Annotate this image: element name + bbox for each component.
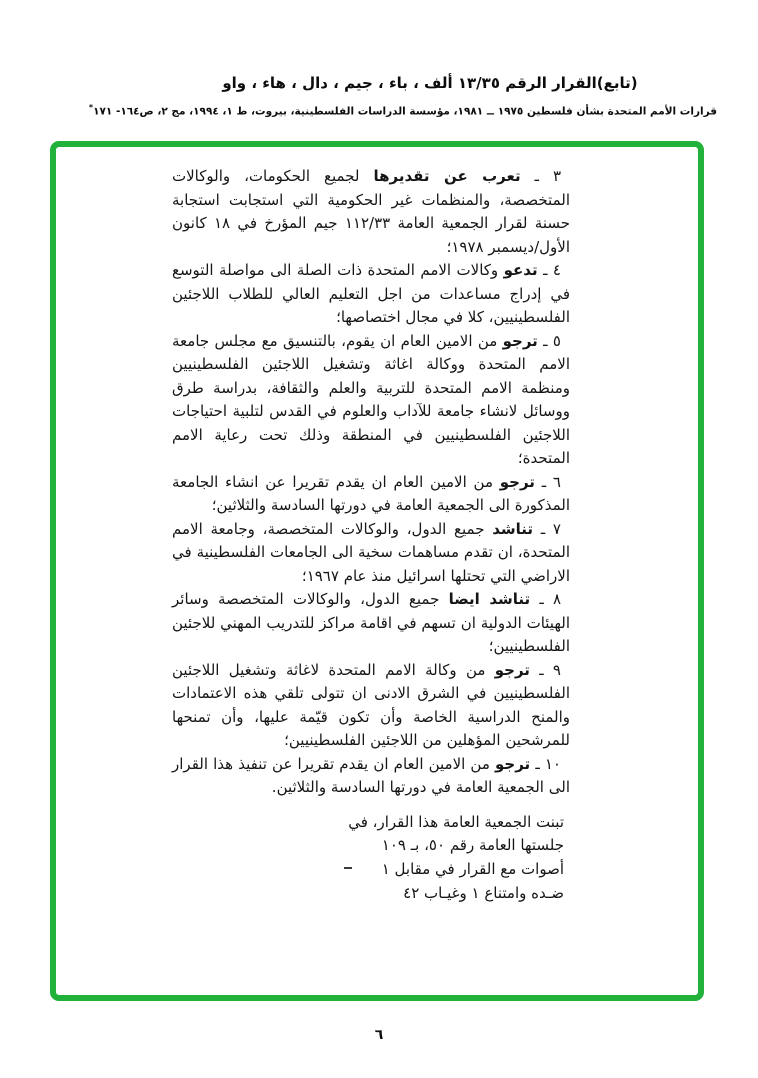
- resolution-title: (تابع)القرار الرقم ١٣/٣٥ ألف ، باء ، جيم ، دال ، هاء ، واو: [222, 74, 638, 92]
- paragraph-text: لجميع الحكومات، والوكالات المتخصصة، والمنظمات غير الحكومية التي استجابت استجابة حسنة لقرار الجمعية العامة ١١٢/٣٣ جيم المؤرخ في ١٨ كانون الأول/ديسمبر ١٩٧٨؛: [172, 167, 571, 256]
- operative-verb: تناشد: [492, 519, 534, 538]
- operative-verb: ترجو: [494, 660, 530, 679]
- resolution-paragraph: [172, 659, 570, 753]
- operative-verb: ترجو: [502, 331, 538, 350]
- operative-verb: ترجو: [495, 754, 531, 773]
- paragraph-number: ٩ ـ: [539, 660, 561, 679]
- operative-verb: تعرب عن تقديرها: [373, 167, 521, 185]
- paragraph-number: ٤ ـ: [543, 261, 561, 279]
- adoption-note-line: ضـده وامتناع ١ وغيـاب ٤٢: [403, 883, 564, 902]
- resolution-paragraph: [172, 471, 570, 518]
- adoption-note: [172, 811, 570, 906]
- resolution-text: [172, 165, 570, 906]
- operative-verb: تدعو: [503, 261, 538, 279]
- paragraph-number: ١٠ ـ: [535, 754, 561, 773]
- footnote-asterisk: *: [88, 103, 94, 112]
- resolution-paragraphs: [172, 165, 570, 800]
- paragraph-text: جميع الدول، والوكالات المتخصصة، وجامعة الامم المتحدة، ان تقدم مساهمات سخية الى الجامعات الفلسطينية في الاراضي التي تحتلها اسرائيل منذ عام ١٩٦٧؛: [172, 519, 570, 585]
- adoption-note-line: جلستها العامة رقم ٥٠، بـ ١٠٩: [381, 836, 564, 855]
- resolution-paragraph: [172, 588, 570, 659]
- scan-artifact-dash: [344, 867, 352, 869]
- operative-verb: ترجو: [499, 472, 535, 491]
- paragraph-text: من الامين العام ان يقوم، بالتنسيق مع مجلس جامعة الامم المتحدة ووكالة اغاثة وتشغيل اللاجئين الفلسطينيين ومنظمة الامم المتحدة للتربية والعلم والثقافة، بدراسة طرق ووسائل لانشاء جامعة للآداب والعلوم في القدس لتلبية احتياجات اللاجئين الفلسطينيين في المنطقة وذلك تحت رعاية الامم المتحدة؛: [172, 331, 570, 467]
- source-citation-text: قرارات الأمم المتحدة بشأن فلسطين ١٩٧٥ ــ ١٩٨١، مؤسسة الدراسات الفلسطينية، بيروت، ط ١، ١٩٩٤، مج ٢، ص١٦٤- ١٧١: [93, 105, 717, 118]
- paragraph-number: ٣ ـ: [534, 167, 561, 185]
- resolution-paragraph: [172, 165, 570, 259]
- source-citation: [88, 103, 717, 118]
- paragraph-text: من وكالة الامم المتحدة لاغاثة وتشغيل اللاجئين الفلسطينيين في الشرق الادنى ان تتولى تلقي هذه الاعتمادات والمنح الدراسية الخاصة وأن تكون قيّمة عليها، وأن تمنحها للمرشحين المؤهلين من اللاجئين الفلسطينيين؛: [172, 660, 570, 749]
- resolution-paragraph: [172, 753, 570, 800]
- paragraph-number: ٥ ـ: [543, 331, 561, 350]
- paragraph-number: ٨ ـ: [539, 590, 562, 608]
- resolution-paragraph: [172, 330, 570, 471]
- adoption-note-line: تبنت الجمعية العامة هذا القرار، في: [348, 812, 564, 831]
- resolution-paragraph: [172, 259, 570, 330]
- paragraph-number: ٧ ـ: [540, 519, 561, 538]
- paragraph-text: من الامين العام ان يقدم تقريرا عن انشاء الجامعة المذكورة الى الجمعية العامة في دورتها السادسة والثلاثين؛: [172, 472, 570, 514]
- paragraph-text: وكالات الامم المتحدة ذات الصلة الى مواصلة التوسع في إدراج مساعدات من اجل التعليم العالي للطلاب اللاجئين الفلسطينيين، كلا في مجال اختصاصها؛: [172, 261, 570, 326]
- resolution-paragraph: [172, 518, 570, 589]
- paragraph-text: من الامين العام ان يقدم تقريرا عن تنفيذ هذا القرار الى الجمعية العامة في دورتها السادسة والثلاثين.: [172, 754, 570, 796]
- operative-verb: تناشد ايضا: [448, 590, 531, 608]
- paragraph-number: ٦ ـ: [541, 472, 561, 491]
- paragraph-text: جميع الدول، والوكالات المتخصصة وسائر الهيئات الدولية ان تسهم في اقامة مراكز للتدريب المهني للاجئين الفلسطينيين؛: [172, 590, 570, 655]
- adoption-note-line: أصوات مع القرار في مقابل ١: [381, 860, 564, 879]
- page-number: ٦: [374, 1027, 384, 1043]
